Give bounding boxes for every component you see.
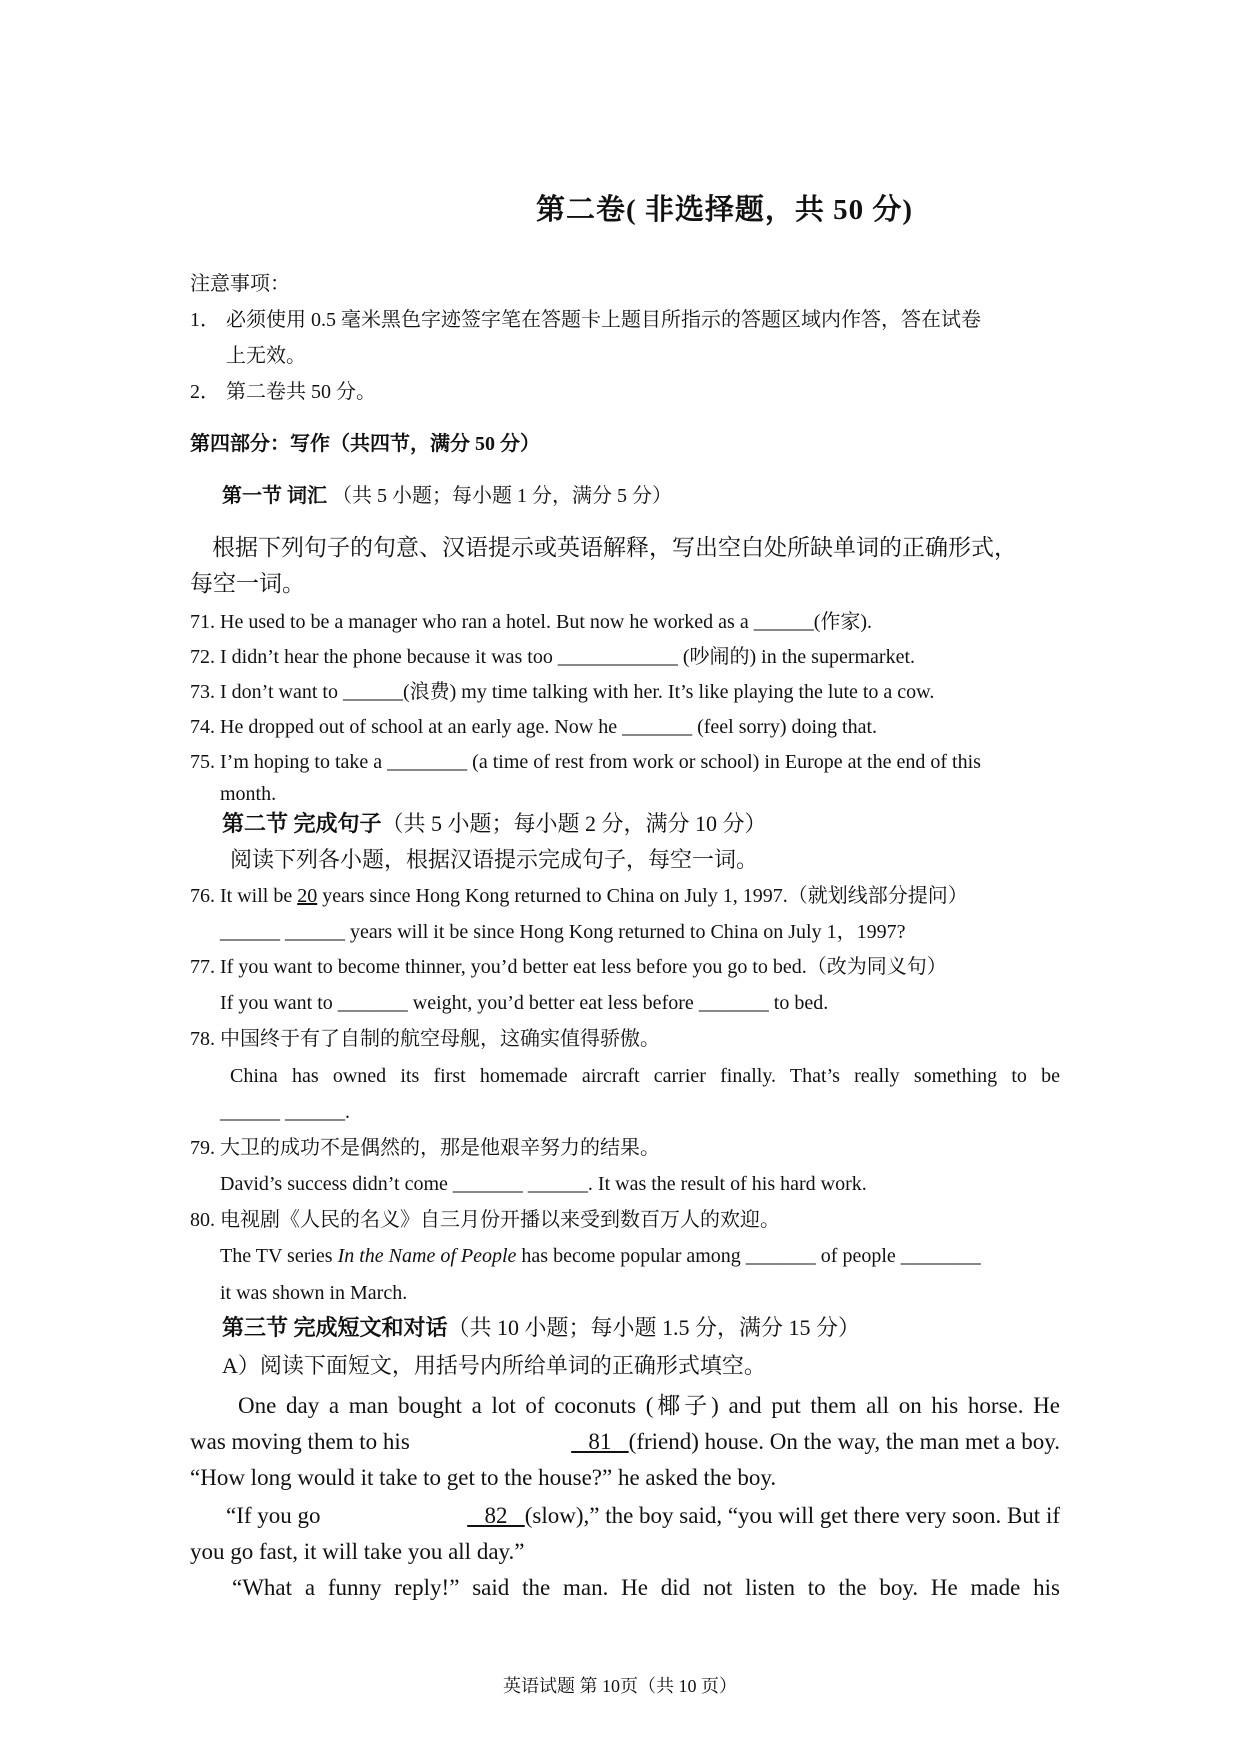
section2-heading-scoring: （共 5 小题；每小题 2 分，满分 10 分） <box>381 811 767 836</box>
blank-82: 82 <box>467 1503 525 1528</box>
question-77: 77. If you want to become thinner, you’d better eat less before you go to bed.（改为同义句） <box>190 956 947 978</box>
question-80: 80. 电视剧《人民的名义》自三月份开播以来受到数百万人的欢迎。 <box>190 1209 780 1231</box>
passage-text-after-blank-82: (slow),” the boy said, “you will get there very soon. But if <box>524 1503 1060 1528</box>
question-80-answer <box>220 1242 981 1270</box>
part-a-instruction: A）阅读下面短文，用括号内所给单词的正确形式填空。 <box>222 1353 766 1378</box>
passage-text-after-blank-81: (friend) house. On the way, the man met a boy. <box>628 1429 1060 1454</box>
passage-paragraph-2-line-1 <box>226 1502 1060 1530</box>
question-73: 73. I don’t want to ______(浪费) my time talking with her. It’s like playing the lute to a cow. <box>190 681 935 703</box>
section2-instruction: 阅读下列各小题，根据汉语提示完成句子，每空一词。 <box>230 847 759 872</box>
passage-blank-and-rest <box>571 1428 1060 1456</box>
passage-paragraph-2-line-2: you go fast, it will take you all day.” <box>190 1539 525 1564</box>
passage-paragraph-1-line-3: “How long would it take to get to the house?” he asked the boy. <box>190 1465 777 1490</box>
section3-heading <box>222 1314 860 1342</box>
question-74: 74. He dropped out of school at an early age. Now he _______ (feel sorry) doing that. <box>190 716 878 738</box>
page-footer: 英语试题 第 10页（共 10 页） <box>503 1676 737 1696</box>
part4-heading: 第四部分：写作（共四节，满分 50 分） <box>190 433 540 455</box>
section3-heading-title: 第三节 完成短文和对话 <box>222 1315 448 1340</box>
question-79-answer: David’s success didn’t come _______ ______. It was the result of his hard work. <box>220 1173 867 1195</box>
question-78: 78. 中国终于有了自制的航空母舰，这确实值得骄傲。 <box>190 1028 660 1050</box>
passage-text-before-blank-81: was moving them to his <box>190 1429 410 1454</box>
section1-heading <box>222 482 672 510</box>
question-77-answer: If you want to _______ weight, you’d better eat less before _______ to bed. <box>220 992 829 1014</box>
question-75: 75. I’m hoping to take a ________ (a time of rest from work or school) in Europe at the end of this <box>190 751 981 773</box>
passage-blank-82-and-rest <box>467 1502 1060 1530</box>
question-76 <box>190 882 968 910</box>
question-80-answer-continuation: it was shown in March. <box>220 1282 408 1304</box>
question-76-underlined: 20 <box>297 885 318 907</box>
question-80-series-title: In the Name of People <box>337 1245 517 1267</box>
question-80-answer-start: The TV series <box>220 1245 338 1267</box>
section1-instruction-continuation: 每空一词。 <box>190 571 305 596</box>
question-76-end: years since Hong Kong returned to China on July 1, 1997.（就划线部分提问） <box>317 885 968 907</box>
passage-paragraph-1-line-1: One day a man bought a lot of coconuts (椰子) and put them all on his horse. He <box>238 1393 1060 1418</box>
passage-paragraph-3-line-1: “What a funny reply!” said the man. He did not listen to the boy. He made his <box>232 1575 1060 1600</box>
notice-item-1-number: 1． <box>190 309 220 331</box>
question-76-answer: ______ ______ years will it be since Hong Kong returned to China on July 1，1997? <box>220 921 906 943</box>
section2-heading-title: 第二节 完成句子 <box>222 811 382 836</box>
question-76-start: 76. It will be <box>190 885 298 907</box>
section2-heading <box>222 810 767 838</box>
blank-81: 81 <box>571 1429 629 1454</box>
notice-item-2-text: 第二卷共 50 分。 <box>226 381 376 403</box>
section1-instruction: 根据下列句子的句意、汉语提示或英语解释，写出空白处所缺单词的正确形式， <box>212 535 1017 560</box>
question-79: 79. 大卫的成功不是偶然的，那是他艰辛努力的结果。 <box>190 1137 660 1159</box>
notice-item-2-number: 2． <box>190 381 220 403</box>
question-75-continuation: month. <box>220 783 277 805</box>
question-78-answer: China has owned its first homemade aircraft carrier finally. That’s really something to be <box>230 1065 1060 1087</box>
passage-paragraph-1-line-2 <box>190 1428 1060 1456</box>
question-71: 71. He used to be a manager who ran a hotel. But now he worked as a ______(作家). <box>190 611 873 633</box>
question-80-answer-end: has become popular among _______ of people ________ <box>516 1245 981 1267</box>
section3-heading-scoring: （共 10 小题；每小题 1.5 分，满分 15 分） <box>447 1315 861 1340</box>
section1-heading-scoring: （共 5 小题；每小题 1 分，满分 5 分） <box>332 485 672 507</box>
page-title: 第二卷( 非选择题，共 50 分) <box>536 194 914 226</box>
notice-heading: 注意事项： <box>190 273 290 295</box>
notice-item-1-text: 必须使用 0.5 毫米黑色字迹签字笔在答题卡上题目所指示的答题区域内作答，答在试卷 <box>226 309 981 331</box>
notice-item-1-continuation: 上无效。 <box>226 345 306 367</box>
passage-text-before-blank-82: “If you go <box>226 1503 333 1528</box>
question-72: 72. I didn’t hear the phone because it was too ____________ (吵闹的) in the supermarket. <box>190 646 916 668</box>
section1-heading-title: 第一节 词汇 <box>222 485 327 507</box>
question-78-answer-blanks: ______ ______. <box>220 1101 350 1123</box>
